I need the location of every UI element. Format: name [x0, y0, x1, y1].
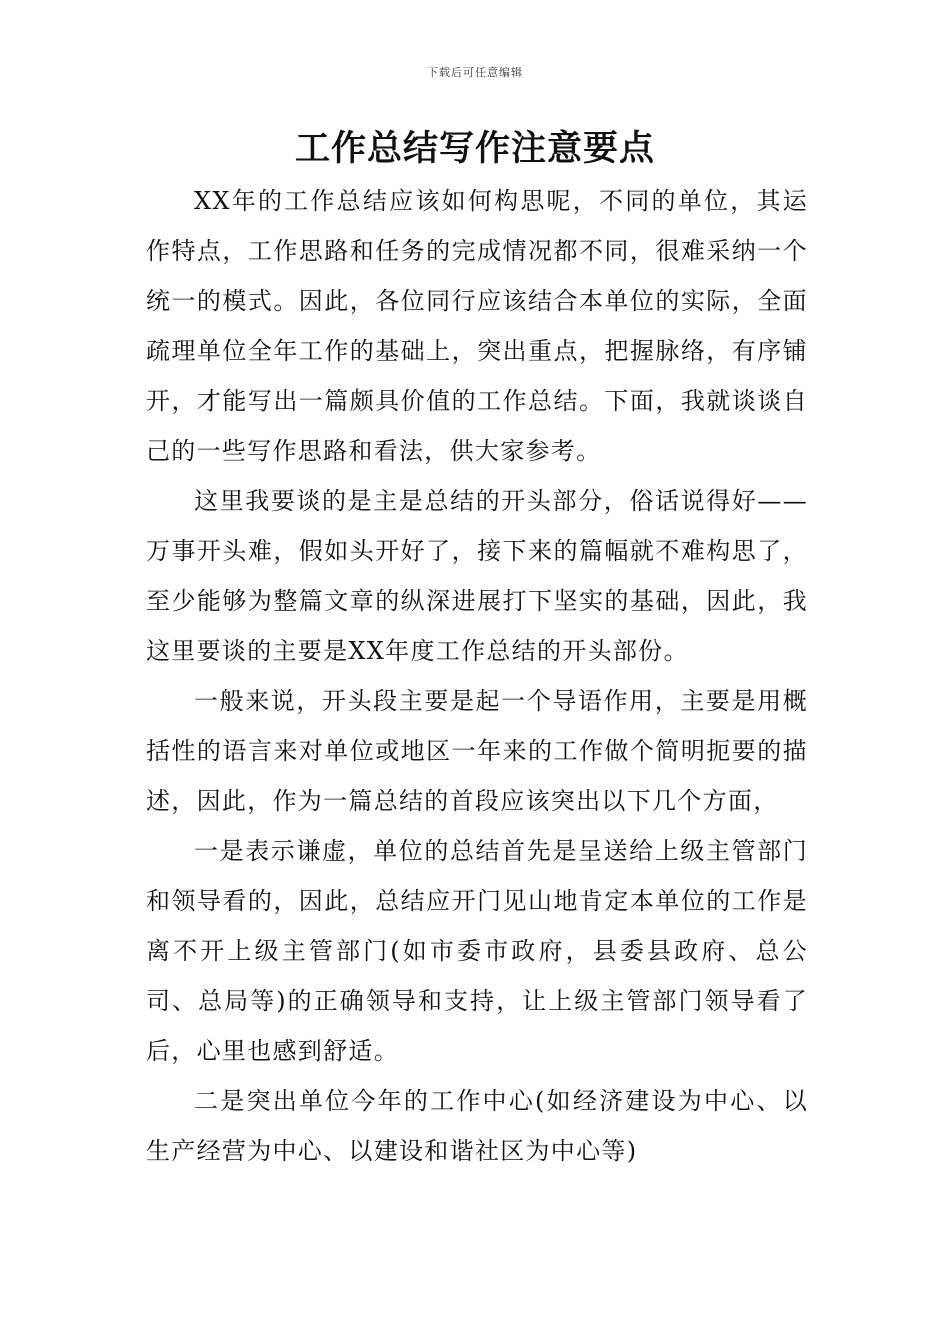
header-note: 下载后可任意编辑 — [427, 66, 523, 79]
paragraph: 一般来说，开头段主要是起一个导语作用，主要是用概括性的语言来对单位或地区一年来的工作做个简明扼要的描述，因此，作为一篇总结的首段应该突出以下几个方面， — [146, 687, 808, 815]
paragraph: XX年的工作总结应该如何构思呢，不同的单位，其运作特点，工作思路和任务的完成情况都不同，很难采纳一个统一的模式。因此，各位同行应该结合本单位的实际，全面疏理单位全年工作的基础上，突出重点，把握脉络，有序铺开，才能写出一篇颇具价值的工作总结。下面，我就谈谈自己的一些写作思路和看法，供大家参考。 — [146, 187, 808, 465]
paragraph: 一是表示谦虚，单位的总结首先是呈送给上级主管部门和领导看的，因此，总结应开门见山地肯定本单位的工作是离不开上级主管部门(如市委市政府，县委县政府、总公司、总局等)的正确领导和支持，让上级主管部门领导看了后，心里也感到舒适。 — [146, 837, 808, 1065]
paragraph: 这里我要谈的是主是总结的开头部分，俗话说得好——万事开头难，假如头开好了，接下来的篇幅就不难构思了，至少能够为整篇文章的纵深进展打下坚实的基础，因此，我这里要谈的主要是XX年度工作总结的开头部份。 — [146, 487, 808, 665]
document-body — [146, 176, 808, 1176]
paragraph: 二是突出单位今年的工作中心(如经济建设为中心、以生产经营为中心、以建设和谐社区为中心等) — [146, 1087, 808, 1165]
document-title: 工作总结写作注意要点 — [294, 129, 655, 169]
